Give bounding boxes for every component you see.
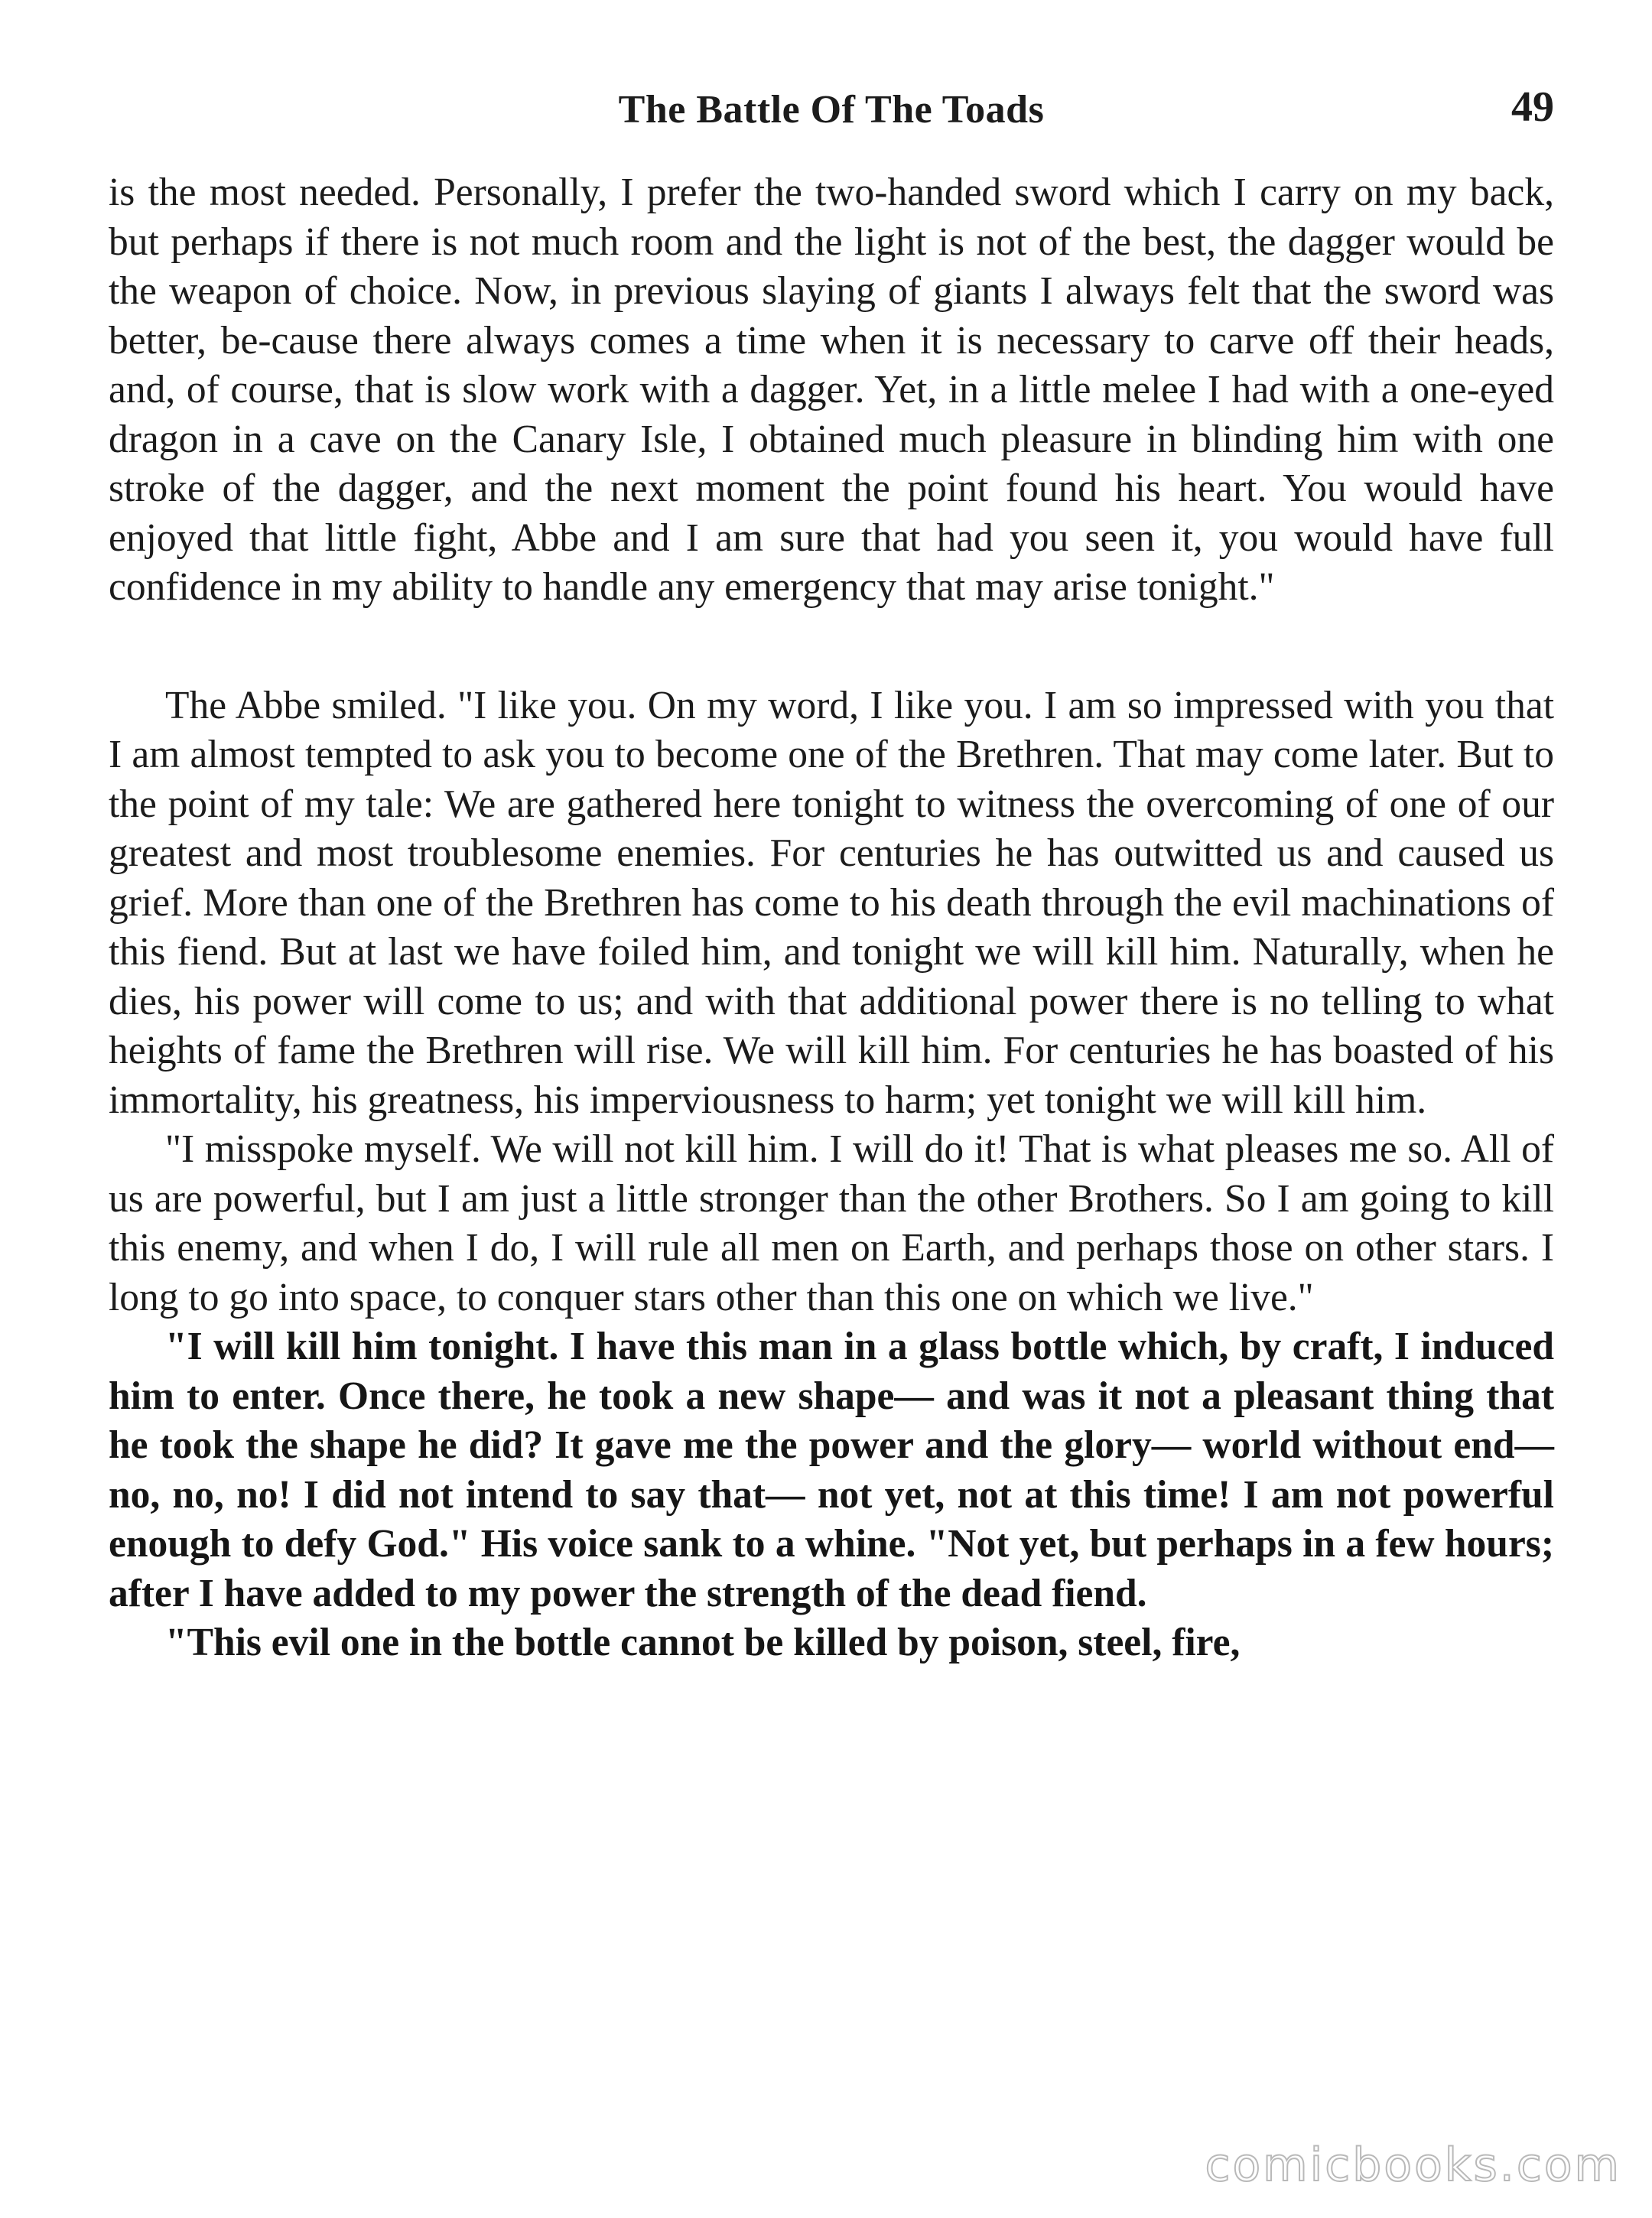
body-text: [109, 168, 1554, 1668]
running-title: The Battle Of The Toads: [618, 88, 1045, 132]
paragraph-continued: is the most needed. Personally, I prefer the two-handed sword which I carry on my back, but perhaps if there is not much room and the light is not of the best, the dagger would be the weapon of choice. Now, in previous slaying of giants I always felt that the sword was better, be-cause there always comes a time when it is necessary to carve off their heads, and, of course, that is slow work with a dagger. Yet, in a little melee I had with a one-eyed dragon in a cave on the Canary Isle, I obtained much pleasure in blinding him with one stroke of the dagger, and the next moment the point found his heart. You would have enjoyed that little fight, Abbe and I am sure that had you seen it, you would have full confidence in my ability to handle any emergency that may arise tonight.": [109, 171, 1554, 609]
paragraph-abbe-smiled: The Abbe smiled. "I like you. On my word, I like you. I am so impressed with you that I am almost tempted to ask you to become one of the Brethren. That may come later. But to the point of my tale: We are gathered here tonight to witness the overcoming of one of our greatest and most troublesome enemies. For centuries he has outwitted us and caused us grief. More than one of the Brethren has come to his death through the evil machinations of this fiend. But at last we have foiled him, and tonight we will kill him. Naturally, when he dies, his power will come to us; and with that additional power there is no telling to what heights of fame the Brethren will rise. We will kill him. For centuries he has boasted of his immortality, his greatness, his imperviousness to harm; yet tonight we will kill him.: [109, 683, 1554, 1122]
running-head: [109, 76, 1554, 168]
paragraph-misspoke: "I misspoke myself. We will not kill him. I will do it! That is what pleases me so. All of us are powerful, but I am just a little stronger than the other Brothers. So I am going to kill this enemy, and when I do, I will rule all men on Earth, and perhaps those on other stars. I long to go into space, to conquer stars other than this one on which we live.": [109, 1127, 1554, 1319]
page-number: 49: [1511, 83, 1554, 131]
paragraph-glass-bottle: "I will kill him tonight. I have this man in a glass bottle which, by craft, I induced him to enter. Once there, he took a new shape— and was it not a pleasant thing that he took the shape he did? It gave me the power and the glory— world without end— no, no, no! I did not intend to say that— not yet, not at this time! I am not powerful enough to defy God." His voice sank to a whine. "Not yet, but perhaps in a few hours; after I have added to my power the strength of the dead fiend.: [109, 1325, 1554, 1615]
paragraph-gap: [109, 613, 1554, 681]
watermark-logo: comicbooks.com: [1205, 2138, 1621, 2192]
book-page: [109, 76, 1554, 2142]
paragraph-evil-one: "This evil one in the bottle cannot be killed by poison, steel, fire,: [165, 1621, 1241, 1664]
